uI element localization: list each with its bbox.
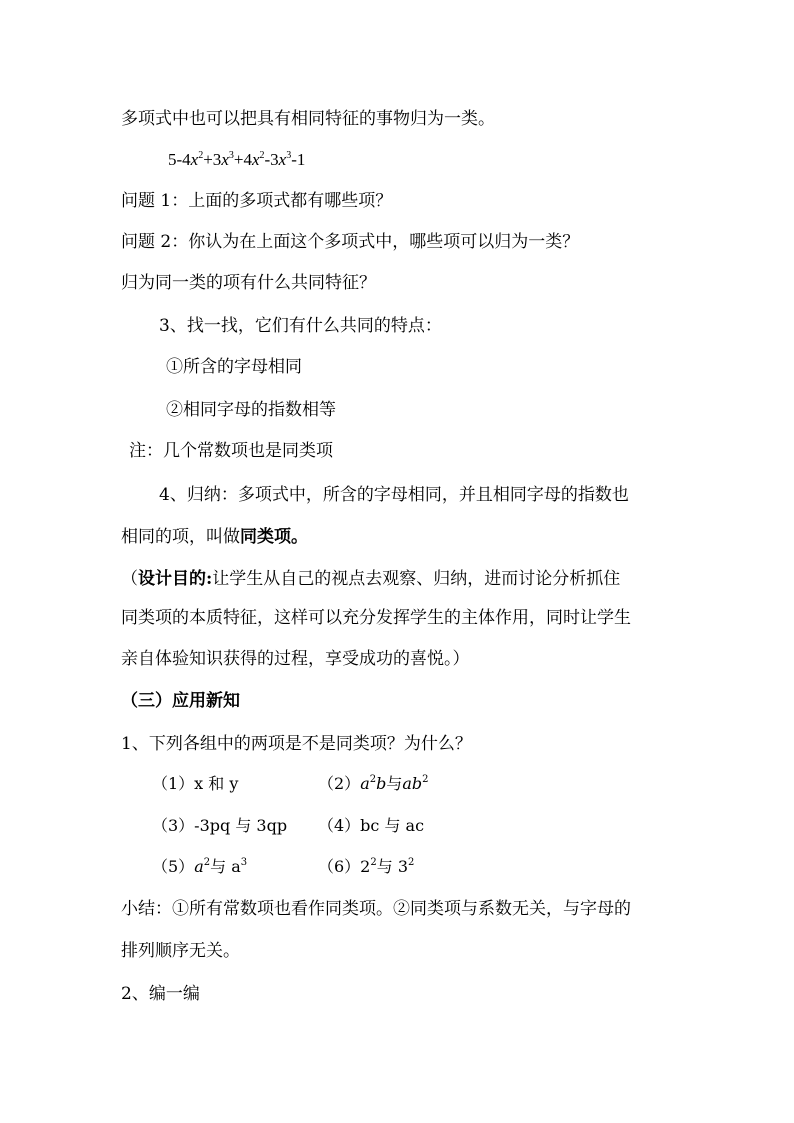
summary-line-2: 相同的项，叫做同类项。: [121, 527, 308, 547]
pair-5: $(5)a^2$与 $a^3$: [152, 857, 248, 876]
question-2: 问题 2：你认为在上面这个多项式中，哪些项可以归为一类？: [121, 232, 580, 252]
polynomial-formula: $5-4x^2+3x^3+4x^2-3x^3-1$: [168, 150, 306, 169]
design-purpose-line-2: 同类项的本质特征，这样可以充分发挥学生的主体作用，同时让学生: [121, 608, 631, 628]
definition-term: 同类项。: [240, 527, 308, 547]
feature-point-1: ①所含的字母相同: [166, 357, 302, 377]
pair-4: （4）bc 与 ac: [318, 816, 425, 835]
pair-3: （3）-3pq 与 3qp: [152, 816, 288, 835]
summary-line-1: 4、归纳：多项式中，所含的字母相同，并且相同字母的指数也: [159, 485, 629, 505]
feature-point-2: ②相同字母的指数相等: [166, 400, 336, 420]
exercise-2-heading: 2、编一编: [121, 984, 200, 1004]
exercise-1-prompt: 1、下列各组中的两项是不是同类项？为什么？: [121, 734, 472, 754]
pair-1: （1）x 和 y: [152, 774, 239, 793]
pair-6: $(6)2^2$与 $3^2$: [318, 857, 415, 876]
find-heading: 3、找一找，它们有什么共同的特点：: [159, 316, 442, 336]
design-purpose-line-1: （设计目的:让学生从自己的视点去观察、归纳，进而讨论分析抓住: [121, 569, 621, 589]
design-purpose-label: 设计目的:: [138, 569, 213, 589]
design-purpose-line-3: 亲自体验知识获得的过程，享受成功的喜悦。）: [121, 649, 470, 669]
conclusion-line-2: 排列顺序无关。: [121, 941, 240, 961]
conclusion-line-1: 小结：①所有常数项也看作同类项。②同类项与系数无关，与字母的: [121, 899, 631, 919]
section-heading-apply: （三）应用新知: [121, 691, 240, 711]
pair-2: $(2)a^2b$与$ab^2$: [318, 774, 429, 793]
note-line: 注：几个常数项也是同类项: [129, 441, 333, 461]
intro-line: 多项式中也可以把具有相同特征的事物归为一类。: [121, 109, 495, 129]
question-1: 问题 1：上面的多项式都有哪些项？: [121, 191, 393, 211]
question-2-continued: 归为同一类的项有什么共同特征？: [121, 273, 376, 293]
